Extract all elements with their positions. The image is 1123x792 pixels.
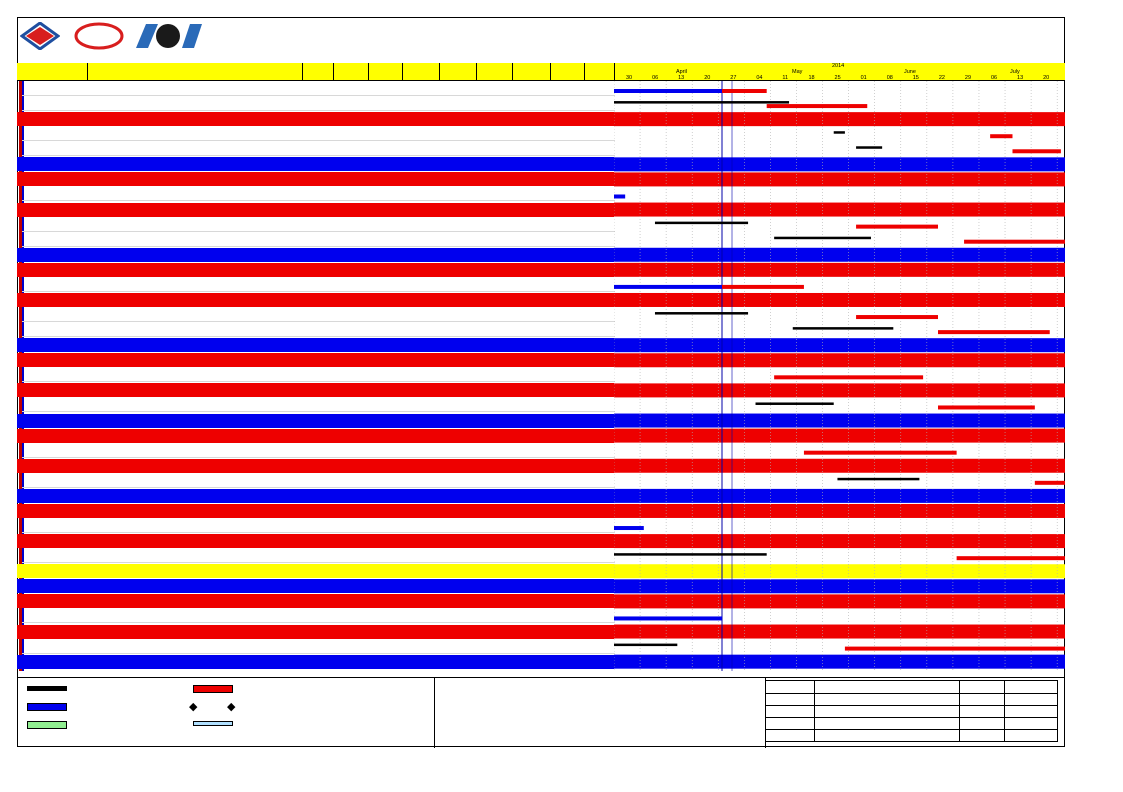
actual-bar	[614, 285, 722, 289]
wbs-band	[17, 429, 614, 443]
gantt-chart	[614, 81, 1065, 671]
critical-bar	[964, 240, 1065, 244]
timeline-month: July	[1010, 69, 1020, 75]
wbs-band	[17, 248, 614, 262]
gantt-wbs-band	[614, 414, 1065, 428]
footer	[17, 677, 1065, 748]
wbs-band	[17, 293, 614, 307]
timeline-day: 25	[834, 75, 841, 81]
legend-swatch-actual	[27, 703, 67, 711]
wbs-band	[17, 625, 614, 639]
timeline-day: 15	[912, 75, 919, 81]
timeline-month: June	[904, 69, 916, 75]
timeline-day: 01	[860, 75, 867, 81]
rev-cell	[815, 694, 960, 706]
gantt-wbs-band	[614, 504, 1065, 518]
gantt-wbs-band	[614, 203, 1065, 217]
critical-bar	[938, 330, 1050, 334]
legend-swatch-remaining	[27, 721, 67, 729]
baseline-bar	[655, 312, 748, 315]
gantt-wbs-band	[614, 112, 1065, 126]
critical-bar	[856, 315, 938, 319]
wbs-band	[17, 414, 614, 428]
legend-swatch-critical	[193, 685, 233, 693]
rev-header-approved	[1005, 681, 1058, 694]
wbs-band	[17, 594, 614, 608]
rev-cell	[1005, 694, 1058, 706]
actual-bar	[614, 616, 722, 620]
gantt-wbs-band	[614, 429, 1065, 443]
rev-cell	[766, 718, 815, 730]
baseline-bar	[856, 146, 882, 149]
critical-bar	[938, 405, 1035, 409]
actual-bar	[614, 526, 644, 530]
gantt-wbs-band	[614, 459, 1065, 473]
critical-bar	[804, 451, 957, 455]
baseline-bar	[655, 222, 748, 225]
vsl-logo	[132, 22, 202, 50]
rev-cell	[960, 730, 1005, 742]
wbs-band	[17, 172, 614, 186]
rev-cell	[1005, 730, 1058, 742]
rev-cell	[815, 706, 960, 718]
legend-swatch-dwp01b	[27, 686, 67, 691]
timeline-year: 2014	[832, 63, 845, 69]
baseline-bar	[793, 327, 894, 330]
timeline-month: May	[792, 69, 803, 75]
wbs-band	[17, 338, 614, 352]
rev-cell	[766, 706, 815, 718]
wbs-band	[17, 489, 614, 503]
timeline-day: 06	[652, 75, 659, 81]
wbs-band	[17, 504, 614, 518]
actual-bar	[614, 89, 722, 93]
timeline-day: 13	[678, 75, 685, 81]
wbs-band	[17, 534, 614, 548]
critical-bar	[722, 285, 804, 289]
gantt-wbs-band	[614, 489, 1065, 503]
baseline-bar	[774, 237, 871, 240]
wbs-band	[17, 383, 614, 397]
baseline-bar	[837, 478, 919, 481]
timeline-day: 27	[730, 75, 737, 81]
title-block	[434, 678, 766, 748]
wbs-band	[17, 203, 614, 217]
rev-cell	[1005, 718, 1058, 730]
baseline-bar	[614, 101, 789, 104]
rev-header-checked	[960, 681, 1005, 694]
wbs-band	[17, 564, 614, 578]
gantt-wbs-band	[614, 655, 1065, 669]
timeline-day: 04	[756, 75, 763, 81]
gantt-wbs-band	[614, 293, 1065, 307]
critical-bar	[957, 556, 1065, 560]
timeline-day: 06	[990, 75, 998, 81]
wbs-band	[17, 655, 614, 669]
wbs-band	[17, 459, 614, 473]
gantt-wbs-band	[614, 579, 1065, 593]
milestone-diamond-icon: ◆	[189, 701, 198, 713]
gantt-wbs-band	[614, 172, 1065, 186]
gantt-wbs-band	[614, 625, 1065, 639]
timeline-day: 11	[782, 75, 789, 81]
gantt-wbs-band	[614, 383, 1065, 397]
wbs-band	[17, 112, 614, 126]
critical-bar	[856, 225, 938, 229]
rev-cell	[1005, 706, 1058, 718]
wbs-band	[17, 263, 614, 277]
baseline-bar	[614, 553, 767, 556]
rev-cell	[766, 694, 815, 706]
wbs-band	[17, 579, 614, 593]
critical-bar	[774, 375, 923, 379]
rev-cell	[815, 730, 960, 742]
gantt-wbs-band	[614, 338, 1065, 352]
critical-bar	[845, 647, 1065, 651]
gantt-wbs-band	[614, 157, 1065, 171]
chec-logo	[74, 22, 124, 50]
timeline-month: April	[676, 69, 688, 75]
gantt-wbs-band	[614, 534, 1065, 548]
rev-cell	[766, 730, 815, 742]
gantt-wbs-band	[614, 353, 1065, 367]
revision-table	[765, 680, 1058, 742]
timeline-day: 20	[1043, 75, 1050, 81]
baseline-bar	[756, 402, 834, 405]
actual-bar	[614, 194, 625, 198]
rev-header-revision	[815, 681, 960, 694]
timeline-day: 13	[1017, 75, 1024, 81]
critical-bar	[722, 89, 767, 93]
timeline-header	[614, 63, 1065, 81]
baseline-bar	[834, 131, 845, 134]
timeline-day: 22	[938, 75, 945, 81]
critical-bar	[1012, 149, 1060, 153]
gantt-wbs-band	[614, 594, 1065, 608]
rev-cell	[815, 718, 960, 730]
gantt-wbs-band	[614, 248, 1065, 262]
critical-bar	[767, 104, 868, 108]
gantt-wbs-band	[614, 263, 1065, 277]
critical-bar	[1035, 481, 1065, 485]
timeline-day: 29	[964, 75, 972, 81]
timeline-day: 30	[626, 75, 633, 81]
dragages-logo	[20, 22, 60, 50]
baseline-bar	[614, 644, 677, 647]
timeline-day: 18	[808, 75, 815, 81]
timeline-day: 20	[704, 75, 711, 81]
milestone-diamond-icon: ◆	[227, 701, 236, 713]
rev-cell	[960, 718, 1005, 730]
wbs-band	[17, 353, 614, 367]
wbs-band	[17, 157, 614, 171]
rev-cell	[960, 706, 1005, 718]
gantt-wbs-band	[614, 564, 1065, 578]
legend-swatch-dwp00b	[193, 721, 233, 726]
critical-bar	[990, 134, 1012, 138]
rev-header-date	[766, 681, 815, 694]
timeline-day: 08	[886, 75, 893, 81]
rev-cell	[960, 694, 1005, 706]
